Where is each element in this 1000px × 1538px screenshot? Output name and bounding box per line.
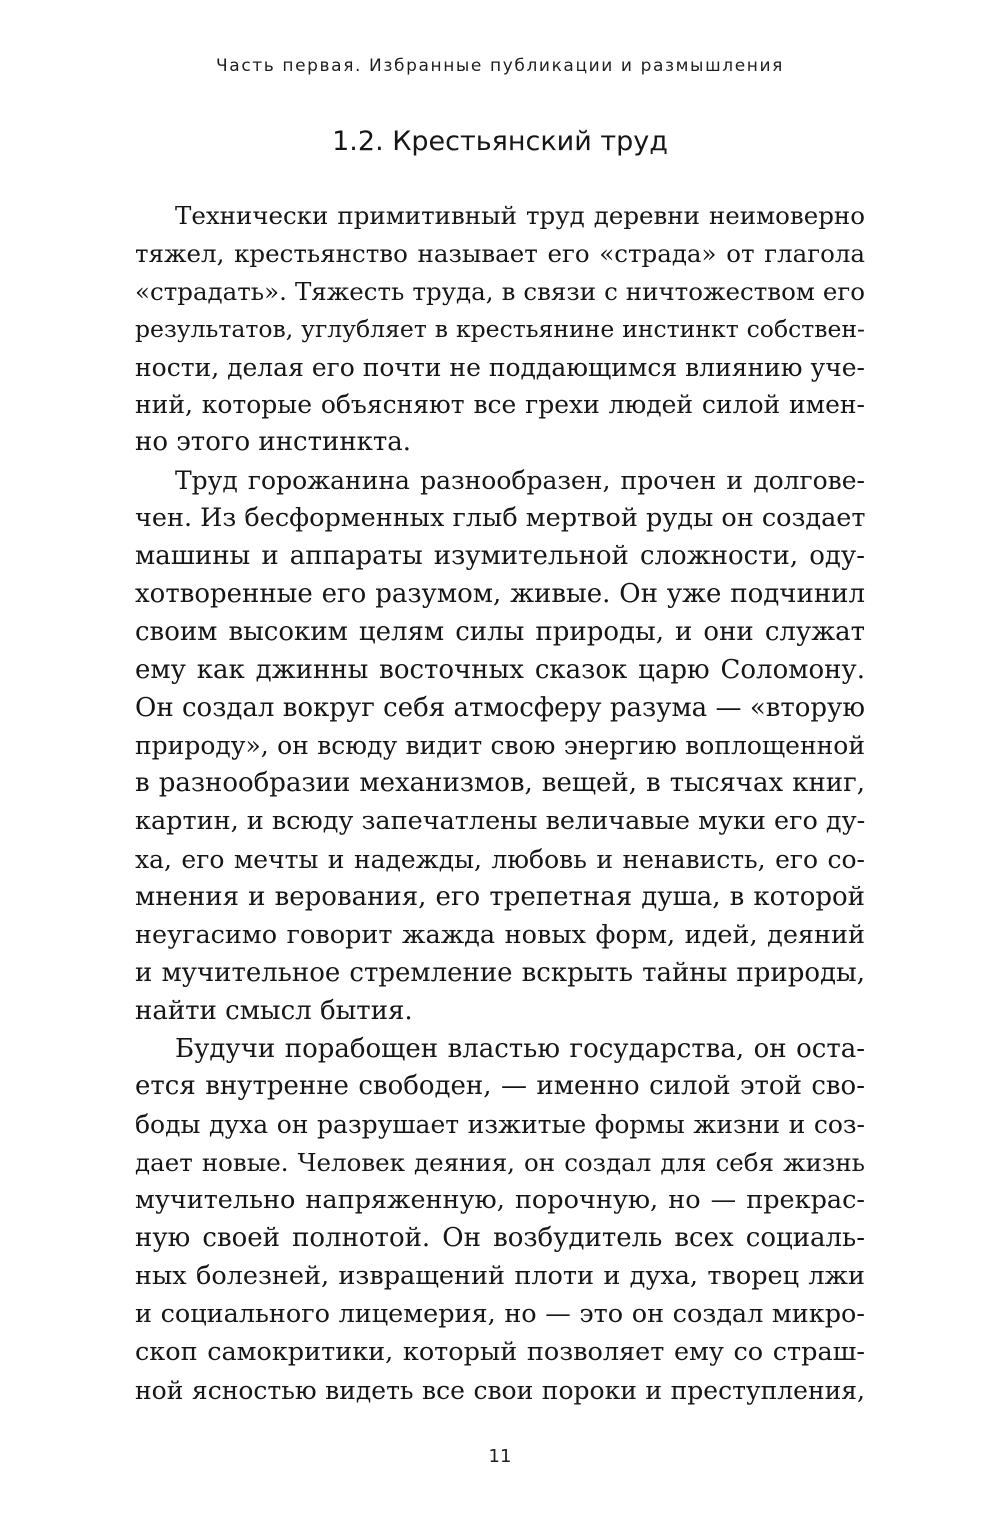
paragraph <box>135 462 865 1030</box>
text-line: ему как джинны восточных сказок царю Соломону. <box>135 654 865 685</box>
text-line: ний, которые объясняют все грехи людей силой имен- <box>135 390 865 420</box>
text-line: картин, и всюду запечатлены величавые муки его ду- <box>135 806 866 837</box>
text-line: дает новые. Человек деяния, он создал для себя жизнь <box>135 1148 865 1178</box>
text-line: своим высоким целям силы природы, и они служат <box>135 616 865 647</box>
text-line: и социального лицемерия, но — это он создал микро- <box>135 1298 865 1329</box>
text-line: Будучи порабощен властью государства, он оста- <box>175 1033 865 1064</box>
text-line: Технически примитивный труд деревни неимоверно <box>175 201 865 230</box>
text-line: ности, делая его почти не поддающимся влиянию уче- <box>135 352 865 382</box>
text-line: результатов, углубляет в крестьянине инстинкт собствен- <box>135 314 865 343</box>
text-line: мучительно напряженную, порочную, но — прекрас- <box>135 1185 865 1216</box>
text-line: но этого инстинкта. <box>135 427 412 458</box>
running-head: Часть первая. Избранные публикации и размышления <box>216 56 784 76</box>
text-line: ных болезней, извращений плоти и духа, творец лжи <box>135 1260 865 1291</box>
text-line: «страдать». Тяжесть труда, в связи с ничтожеством его <box>135 276 865 306</box>
text-line: тяжел, крестьянство называет его «страда» от глагола <box>135 238 865 268</box>
text-line: скоп самокритики, который позволяет ему со страш- <box>135 1336 865 1367</box>
text-line: в разнообразии механизмов, вещей, в тысячах книг, <box>135 768 865 799</box>
text-line: неугасимо говорит жажда новых форм, идей, деяний <box>135 919 865 950</box>
text-line: и мучительное стремление вскрыть тайны природы, <box>135 957 865 988</box>
text-line: мнения и верования, его трепетная душа, в которой <box>135 882 865 913</box>
text-line: природу», он всюду видит свою энергию воплощенной <box>135 731 865 761</box>
page-number: 11 <box>488 1446 512 1467</box>
text-line: хотворенные его разумом, живые. Он уже подчинил <box>135 578 865 609</box>
text-line: боды духа он разрушает изжитые формы жизни и соз- <box>135 1110 865 1140</box>
text-line: машины и аппараты изумительной сложности, оду- <box>135 541 865 572</box>
text-line: ха, его мечты и надежды, любовь и ненависть, его со- <box>135 845 865 875</box>
text-line: чен. Из бесформенных глыб мертвой руды он создает <box>135 503 866 534</box>
text-line: ную своей полнотой. Он возбудитель всех социаль- <box>135 1223 865 1254</box>
paragraph <box>135 197 865 462</box>
text-line: ется внутренне свободен, — именно силой этой сво- <box>135 1071 865 1102</box>
text-line: ной ясностью видеть все свои пороки и преступления, <box>135 1375 865 1405</box>
text-line: Он создал вокруг себя атмосферу разума — «вторую <box>135 692 865 723</box>
text-line: найти смысл бытия. <box>135 995 413 1026</box>
text-line: Труд горожанина разнообразен, прочен и долгове- <box>175 466 865 496</box>
paragraph <box>135 1031 865 1410</box>
chapter-title: 1.2. Крестьянский труд <box>332 126 668 157</box>
body-text <box>135 197 865 1410</box>
